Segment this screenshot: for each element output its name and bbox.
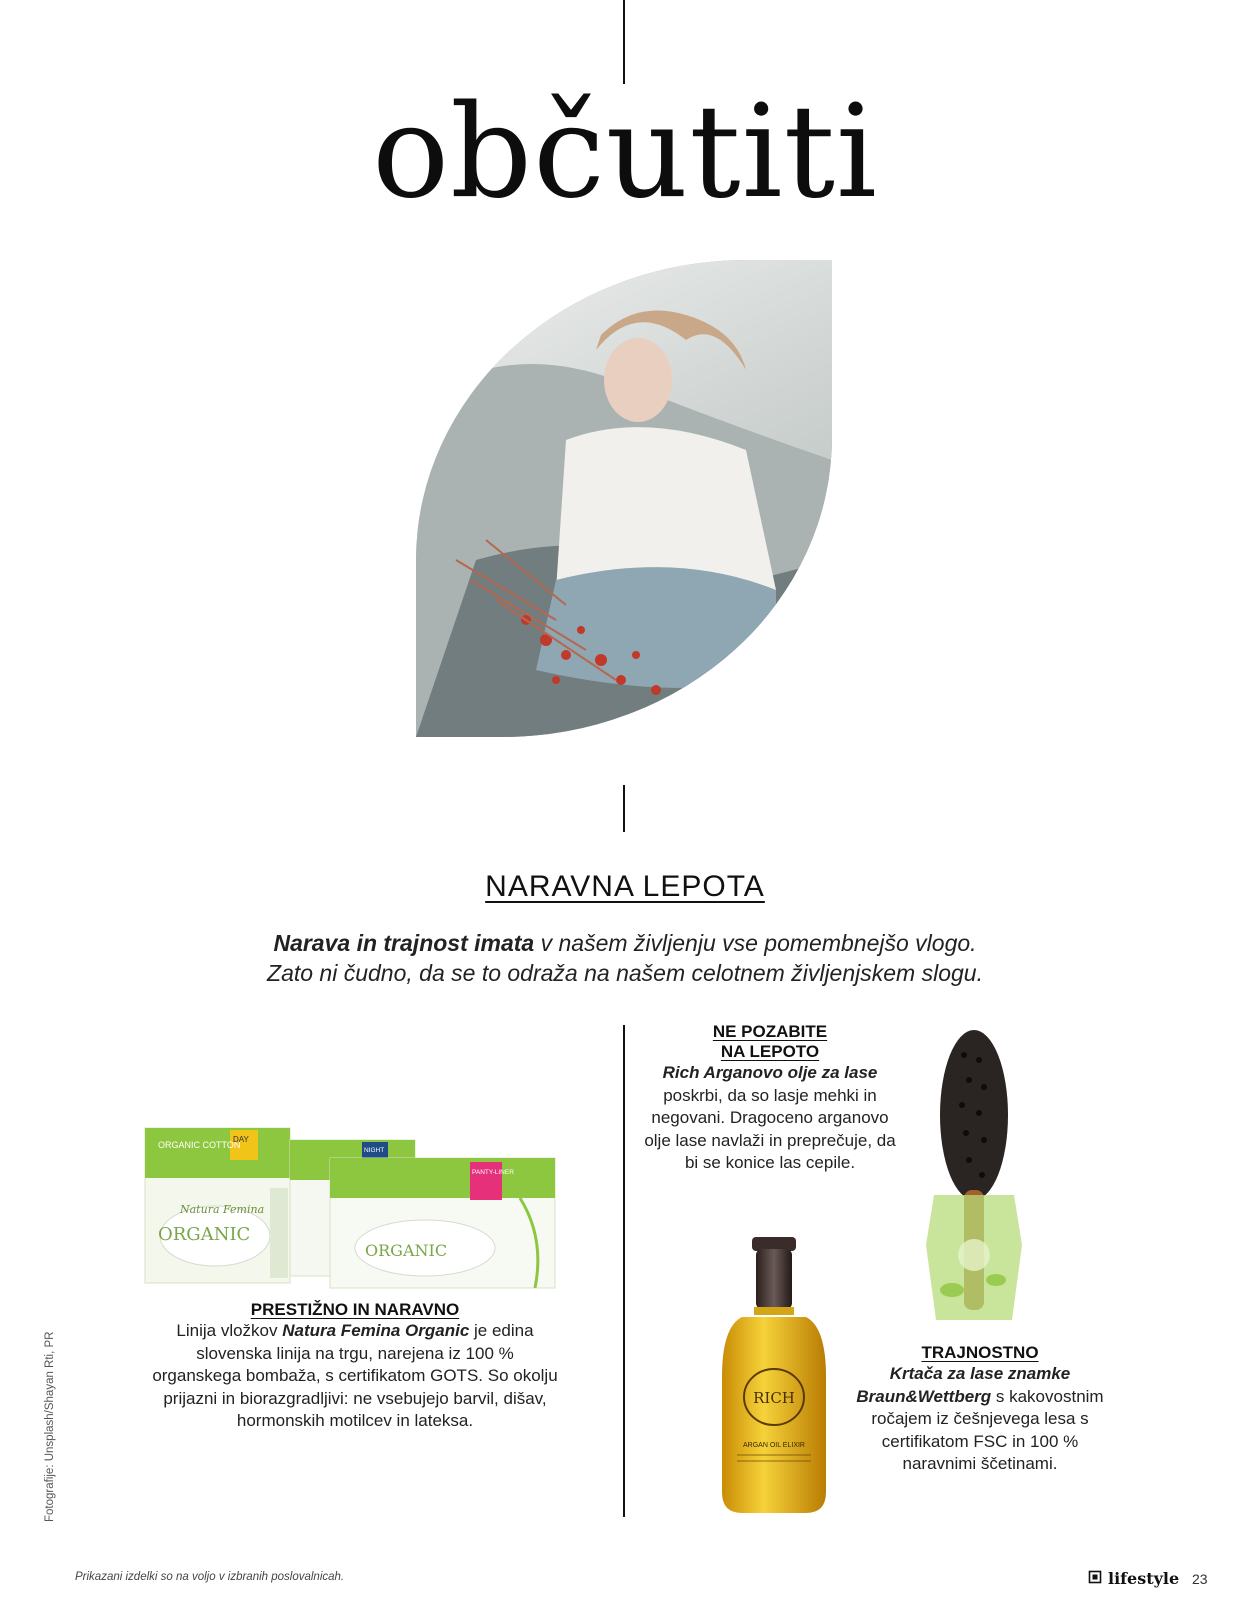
top-divider [623, 0, 625, 84]
brand-name: lifestyle [1108, 1569, 1180, 1588]
pads-product-image [140, 1118, 570, 1290]
column-divider [623, 1025, 625, 1517]
box1-day: DAY [233, 1135, 249, 1144]
brush-description [845, 1343, 1115, 1476]
oil-description [640, 1022, 900, 1175]
brush-image [924, 1025, 1024, 1330]
middle-divider [623, 785, 625, 832]
box1-brand: Natura Femina [180, 1203, 265, 1216]
footer-note: Prikazani izdelki so na voljo v izbranih poslovalnicah. [75, 1571, 345, 1583]
photo-credit: Fotografije: Unsplash/Shayan Rti, PR [44, 1331, 56, 1522]
bottle-label: RICH [753, 1389, 795, 1407]
box2-night: NIGHT [364, 1147, 385, 1154]
box1-label: ORGANIC COTTON [158, 1140, 241, 1150]
oil-text: Rich Arganovo olje za lase poskrbi, da so lasje mehki in negovani. Dragoceno arganovo olje lase navlaži in preprečuje, da bi se konice las cepile. [644, 1063, 896, 1172]
brand-logo [1088, 1569, 1179, 1588]
page-number: 23 [1192, 1571, 1208, 1587]
pads-title: PRESTIŽNO IN NARAVNO [250, 1300, 460, 1319]
pads-description [150, 1300, 560, 1433]
brush-title: TRAJNOSTNO [921, 1343, 1039, 1362]
box3-liner: PANTY-LINER [472, 1169, 514, 1176]
brush-text: Krtača za lase znamke Braun&Wettberg s kakovostnim ročajem iz češnjevega lesa s certifikatom FSC in 100 % naravnimi ščetinami. [856, 1364, 1104, 1473]
intro-paragraph: Narava in trajnost imata v našem življenju vse pomembnejšo vlogo. Zato ni čudno, da se to odraža na našem celotnem življenjskem slogu. [267, 930, 983, 986]
box1-organic: ORGANIC [158, 1224, 251, 1245]
oil-title-line2: NA LEPOTO [720, 1042, 820, 1061]
page-title: občutiti [372, 78, 878, 227]
section-heading: NARAVNA LEPOTA [485, 870, 765, 903]
bottle-sub: ARGAN OIL ELIXIR [743, 1442, 805, 1449]
brand-icon [1088, 1569, 1102, 1588]
oil-title-line1: NE POZABITE [712, 1022, 828, 1041]
pads-text: Linija vložkov Natura Femina Organic je edina slovenska linija na trgu, narejena iz 100 % organskega bombaža, s certifikatom GOTS. So okolju prijazni in biorazgradljivi: ne vsebujejo barvil, dišav, hormonskih motilcev in lateksa. [152, 1321, 558, 1430]
box3-organic: ORGANIC [365, 1241, 448, 1260]
oil-bottle-image [712, 1237, 836, 1517]
model-photo [416, 260, 832, 737]
